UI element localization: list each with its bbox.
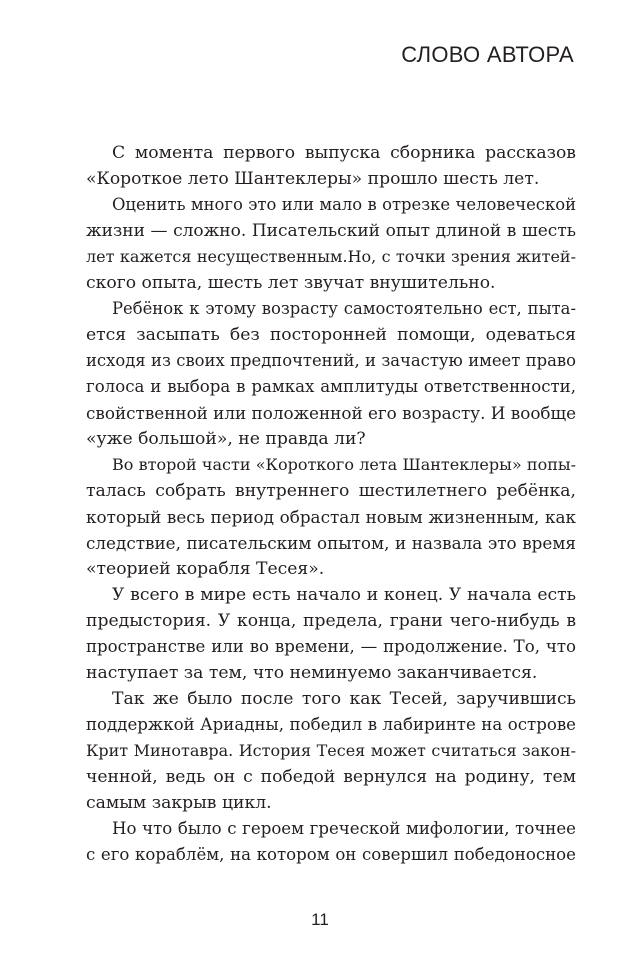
text-line: с его кораблём, на котором он совершил победоносное [86, 845, 576, 864]
text-line: Во второй части «Короткого лета Шантеклеры» попы- [112, 455, 576, 474]
body-text [86, 140, 576, 868]
text-line: жизни — сложно. Писательский опыт длиной в шесть [86, 221, 576, 241]
text-line: «теорией корабля Тесея». [86, 559, 325, 579]
text-line: Оценить много это или мало в отрезке человеческой [112, 195, 576, 214]
text-line: ского опыта, шесть лет звучат внушительно. [86, 273, 496, 293]
text-line: исходя из своих предпочтений, и зачастую имеет право [86, 351, 576, 370]
text-line: предыстория. У конца, предела, грани чего-нибудь в [86, 611, 576, 631]
text-line: «уже большой», не правда ли? [86, 429, 366, 449]
text-line: пространстве или во времени, — продолжение. То, что [86, 637, 576, 656]
text-line: У всего в мире есть начало и конец. У начала есть [112, 585, 576, 605]
text-line: голоса и выбора в рамках амплитуды ответственности, [86, 377, 576, 396]
text-line: Ребёнок к этому возрасту самостоятельно ест, пыта- [112, 299, 576, 318]
page-number: 11 [311, 910, 329, 929]
text-line: который весь период обрастал новым жизненным, как [86, 507, 576, 527]
text-line: Крит Минотавра. История Тесея может считаться закон- [86, 741, 576, 760]
text-line: самым закрыв цикл. [86, 793, 272, 813]
text-line: С момента первого выпуска сборника рассказов [112, 143, 576, 163]
text-line: свойственной или положенной его возрасту. И вообще [86, 403, 576, 423]
text-line: ченной, ведь он с победой вернулся на родину, тем [86, 767, 576, 787]
text-line: поддержкой Ариадны, победил в лабиринте на острове [86, 715, 576, 734]
text-line: Так же было после того как Тесей, заручившись [112, 689, 576, 709]
text-line: лет кажется несущественным.Но, с точки зрения житей- [86, 247, 576, 266]
page-header: СЛОВО АВТОРА [401, 42, 574, 67]
text-line: «Короткое лето Шантеклеры» прошло шесть лет. [86, 169, 540, 189]
text-line: талась собрать внутреннего шестилетнего ребёнка, [86, 481, 576, 501]
text-line: Но что было с героем греческой мифологии, точнее [112, 819, 576, 838]
text-line: наступает за тем, что неминуемо заканчивается. [86, 663, 538, 683]
text-line: ется засыпать без посторонней помощи, одеваться [86, 325, 576, 345]
text-line: следствие, писательским опытом, и назвала это время [86, 533, 576, 553]
